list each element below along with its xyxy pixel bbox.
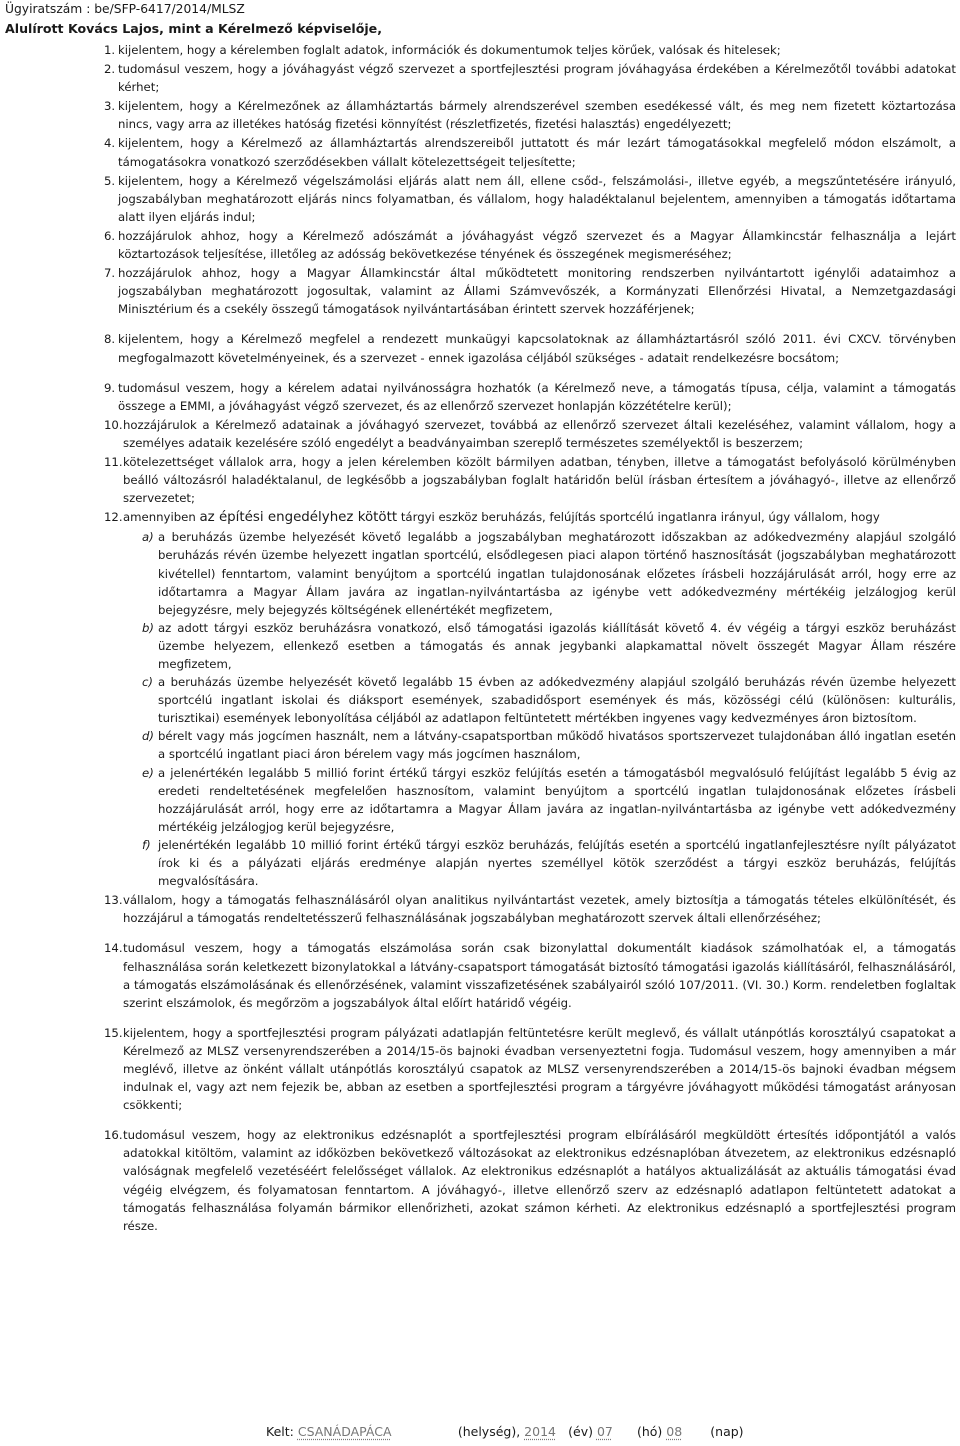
- year-field[interactable]: 2014: [524, 1424, 556, 1439]
- item-text: tudomásul veszem, hogy a kérelem adatai nyilvánosságra hozhatók (a Kérelmező neve, a támogatás típusa, célja, valamint a támogatás összege a EMMI, a jóváhagyást végző szervezet, és az ellenőrző szervezet honlapján közzétételre kerül);: [118, 380, 956, 413]
- year-label: (év): [568, 1424, 593, 1439]
- document-reference-number: Ügyiratszám : be/SFP-6417/2014/MLSZ: [5, 2, 245, 16]
- day-field[interactable]: 08: [666, 1424, 683, 1439]
- sub-item: [142, 528, 956, 618]
- sub-item: [142, 764, 956, 836]
- declaration-item: [104, 264, 956, 318]
- declaration-item: [104, 939, 956, 1011]
- item-number: 16.: [104, 1128, 123, 1143]
- item-number: 12.: [104, 510, 123, 525]
- item-number: 10.: [104, 417, 123, 432]
- sub-item: [142, 836, 956, 890]
- sub-item-text: jelenértékén legalább 10 millió forint értékű tárgyi eszköz beruházás, felújítás esetén a sportcélú ingatlanfejlesztésre nyílt pályázatot írok ki és a pályázati eljárás eredménye alapján nyertes személlyel kötök szerződést a tárgyi eszköz beruházás, felújítás megvalósítására.: [158, 837, 956, 889]
- item-text: kijelentem, hogy a kérelemben foglalt adatok, információk és dokumentumok teljes körűek, valósak és hitelesek;: [118, 43, 781, 57]
- item-number: 14.: [104, 941, 123, 956]
- sub-list: [142, 528, 956, 890]
- sub-item-letter: c): [142, 675, 153, 690]
- item-text: kijelentem, hogy a Kérelmezőnek az államháztartás bármely alrendszerével szemben esedékessé vált, és meg nem fizetett köztartozása nincs, vagy arra az illetékes hatóság fizetési könnyítést (részletfizetés, fizetési halasztás) engedélyezett;: [118, 99, 956, 132]
- item-text: tudomásul veszem, hogy a támogatás elszámolása során csak bizonylattal dokumentált kiadások számolhatóak el, a támogatás felhasználása során keletkezett bizonylatokkal a látvány-csapatsport támogatását biztosító támogatási igazolás kiállításáról, felhasználásáról, a támogatás elszámolásának és ellenőrzésének, valamint visszafizetésének szabályairól szóló 107/2011. (VI. 30.) Korm. rendeletben foglaltak szerint elszámolok, és megőrzöm a jogszabályok által előírt határidő végéig.: [123, 941, 956, 1010]
- item-text: kötelezettséget vállalok arra, hogy a jelen kérelemben közölt bármilyen adatban, tényben, illetve a támogatást befolyásoló körülményben beálló változásról haladéktalanul, de legkésőbb a jogszabályban foglalt határidőn belül írásban értesítem a jóváhagyó-, illetve az ellenőrző szervezetet;: [123, 454, 956, 506]
- sub-item: [142, 727, 956, 763]
- item-text: kijelentem, hogy a Kérelmező az államháztartás alrendszereiből juttatott és már lezárt támogatásokkal megfelelő módon elszámolt, a támogatásokra vonatkozó szerződésekben vállalt kötelezettségeit teljesítette;: [118, 136, 956, 169]
- item-number: 5.: [104, 173, 116, 188]
- place-field[interactable]: CSANÁDAPÁCA: [297, 1424, 392, 1439]
- declaration-item: [104, 330, 956, 366]
- declaration-item: [104, 379, 956, 415]
- item-text: amennyiben: [123, 510, 196, 525]
- declaration-item: [104, 172, 956, 226]
- declaration-item: [104, 227, 956, 263]
- item-text: kijelentem, hogy a Kérelmező megfelel a rendezett munkaügyi kapcsolatoknak az államháztartásról szóló 2011. évi CXCV. törvényben megfogalmazott követelményeinek, és a szervezet - ennek igazolása céljából szükséges - adatait rendelkezésre bocsátom;: [118, 332, 956, 365]
- item-text: tudomásul veszem, hogy az elektronikus edzésnaplót a sportfejlesztési program elbírálásáról megküldött értesítés időpontjától a valós adatokkal kitöltöm, valamint az időközben bekövetkező változásokat az elektronikus edzésnaplóban átvezetem, az elektronikus edzésnapló valóságnak megfelelő vezetéséért felelősséget vállalok. Az elektronikus edzésnaplót a hatályos aktualizálását az aktuális támogatási évad végéig elvégzem, és folyamatosan fenntartom. A jóváhagyó-, illetve ellenőrző szerv az edzésnapló adatlapon feltüntetett adatokat a támogatás felhasználása folyamán bármikor ellenőrizheti, azokat számon kérheti. Az elektronikus edzésnapló a sportfejlesztési program része.: [123, 1128, 956, 1233]
- sub-item-letter: b): [142, 620, 154, 635]
- sub-item: [142, 619, 956, 673]
- sub-item-letter: e): [142, 765, 154, 780]
- item-text: vállalom, hogy a támogatás felhasználásáról olyan analitikus nyilvántartást vezetek, amely biztosítja a támogatás tételes elkülönítését, és hozzájárul a támogatás rendeltetésszerű felhasználásának jogszabályban meghatározott szervek általi ellenőrzéséhez;: [123, 893, 956, 926]
- signature-date-line: [266, 1423, 744, 1441]
- item-number: 3.: [104, 99, 116, 114]
- item-number: 11.: [104, 454, 123, 469]
- sub-item-text: a beruházás üzembe helyezését követő legalább 15 évben az adókedvezmény alapjául szolgáló beruházás révén üzembe helyezett sportcélú ingatlant iskolai és diáksport események, szabadidősport események és más, közösségi célú (különösen: kulturális, turisztikai) események lebonyolítása céljából az adatlapon feltüntetett mértékben ingyenes vagy kedvezményes áron biztosítom.: [158, 675, 956, 726]
- item-text: tudomásul veszem, hogy a jóváhagyást végző szervezet a sportfejlesztési program jóváhagyása érdekében a Kérelmezőtől további adatokat kérhet;: [118, 62, 956, 95]
- declaration-item: [104, 891, 956, 927]
- declaration-item: [104, 1024, 956, 1114]
- day-label: (nap): [710, 1424, 744, 1439]
- item-text: hozzájárulok ahhoz, hogy a Magyar Államkincstár által működtetett monitoring rendszerben nyilvántartott igénylői adataimhoz a jogszabályban meghatározott jogosultak, valamint az Állami Számvevőszék, a Kormányzati Ellenőrzési Hivatal, a Nemzetgazdasági Minisztérium és a csekély összegű támogatások nyilvántartásában érintett szervek hozzáférjenek;: [118, 266, 956, 317]
- sub-item: [142, 673, 956, 727]
- item-number: 13.: [104, 893, 123, 908]
- item-text: kijelentem, hogy a sportfejlesztési program pályázati adatlapján feltüntetésre került meglevő, és vállalt utánpótlás korosztályú csapatokat a Kérelmező az MLSZ versenyrendszerében a 2014/15-ös bajnoki évadban versenyeztetni fogja. Tudomásul veszem, hogy amennyiben a már meglévő, illetve az önként vállalt utánpótlás korosztályú csapatok az MLSZ versenyrendszerében a 2014/15-ös bajnoki évadban mégsem indulnak el, vagy azt nem fejezik be, abban az esetben a sportfejlesztési program a tárgyévre jóváhagyott működési támogatást arányosan csökkenti;: [123, 1025, 956, 1113]
- item-text: hozzájárulok a Kérelmező adatainak a jóváhagyó szervezet, továbbá az ellenőrző szervezet általi kezeléséhez, valamint vállalom, hogy a személyes adataik kezelésére szóló engedélyt a beadványaimban szereplő természetes személyektől is beszerzem;: [123, 417, 956, 450]
- declaration-item: [104, 97, 956, 133]
- place-label: (helység),: [457, 1424, 521, 1439]
- item-number: 15.: [104, 1025, 123, 1040]
- item-number: 1.: [104, 43, 116, 57]
- item-text: tárgyi eszköz beruházás, felújítás sportcélú ingatlanra irányul, úgy vállalom, hogy: [400, 510, 880, 525]
- item-number: 6.: [104, 228, 116, 243]
- item-number: 9.: [104, 380, 116, 395]
- sub-item-text: bérelt vagy más jogcímen használt, nem a látvány-csapatsportban működő hivatásos sportszervezet tulajdonában álló ingatlan esetén a sportcélú ingatlant piaci áron bérelem vagy más jogcímen használom,: [158, 729, 956, 762]
- month-field[interactable]: 07: [596, 1424, 613, 1439]
- declaration-item: [104, 60, 956, 96]
- item-number: 8.: [104, 332, 116, 347]
- sub-item-letter: d): [142, 729, 154, 744]
- declaration-item: [104, 508, 956, 890]
- item-number: 7.: [104, 266, 116, 281]
- declarant-heading: Alulírott Kovács Lajos, mint a Kérelmező képviselője,: [5, 21, 382, 36]
- sub-item-text: a jelenértékén legalább 5 millió forint értékű tárgyi eszköz felújítás esetén a támogatásból megvalósuló felújítást legalább 5 évig az eredeti rendeltetésének megfelelően hasznosítom, valamint benyújtom a sportcélú ingatlan tulajdonosának előzetes írásbeli hozzájárulását arról, hogy erre az időtartamra a Magyar Állam javára az ingatlan-nyilvántartásba az igénybe vett adókedvezmény mértékéig jelzálogjog kerül bejegyzésre,: [158, 765, 956, 834]
- sub-item-text: a beruházás üzembe helyezését követő legalább a jogszabályban meghatározott időszakban az adókedvezmény alapjául szolgáló beruházás révén üzembe helyezett ingatlan sportcélú, elsődlegesen piaci alapon történő hasznosítását (jogszabályban meghatározott kivétellel) fenntartom, valamint benyújtom a sportcélú ingatlan tulajdonosának előzetes írásbeli hozzájárulását arról, hogy erre az időtartamra a Magyar Állam javára az ingatlan-nyilvántartásba az igénybe vett adókedvezmény mértékéig jelzálogjog kerül bejegyzésre, mely bejegyzés költségének ellenértékét megfizetem,: [158, 530, 956, 617]
- declaration-item: [104, 1126, 956, 1235]
- item-text-emphasis: az építési engedélyhez kötött: [199, 510, 398, 526]
- declaration-item: [104, 134, 956, 170]
- kelt-label: Kelt:: [266, 1424, 294, 1439]
- declaration-item: [104, 416, 956, 452]
- item-number: 4.: [104, 136, 116, 151]
- item-text: kijelentem, hogy a Kérelmező végelszámolási eljárás alatt nem áll, ellene csőd-, felszámolási-, illetve egyéb, a megszűntetésére irányuló, jogszabályban meghatározott eljárás nincs folyamatban, és vállalom, hogy haladéktalanul bejelentem, amennyiben a támogatás időtartama alatt ilyen eljárás indul;: [118, 173, 956, 224]
- sub-item-text: az adott tárgyi eszköz beruházásra vonatkozó, első támogatási igazolás kiállítását követő 4. év végéig a tárgyi eszköz beruházást üzembe helyezem, ellenkező esetben a támogatás és annak jegybanki alapkamattal növelt összegét Magyar Állam részére megfizetem,: [158, 620, 956, 671]
- item-text: hozzájárulok ahhoz, hogy a Kérelmező adószámát a jóváhagyást végző szervezet és a Magyar Államkincstár felhasználja a lejárt köztartozások teljesítése, illetőleg az adósság bekövetkezése tényének és összegének megismeréséhez;: [118, 228, 956, 262]
- item-number: 2.: [104, 62, 116, 77]
- declaration-item: [104, 453, 956, 507]
- month-label: (hó): [636, 1424, 663, 1439]
- sub-item-letter: a): [142, 530, 154, 545]
- declaration-item: [104, 41, 956, 59]
- declaration-list: [104, 41, 956, 1236]
- sub-item-letter: f): [142, 837, 151, 852]
